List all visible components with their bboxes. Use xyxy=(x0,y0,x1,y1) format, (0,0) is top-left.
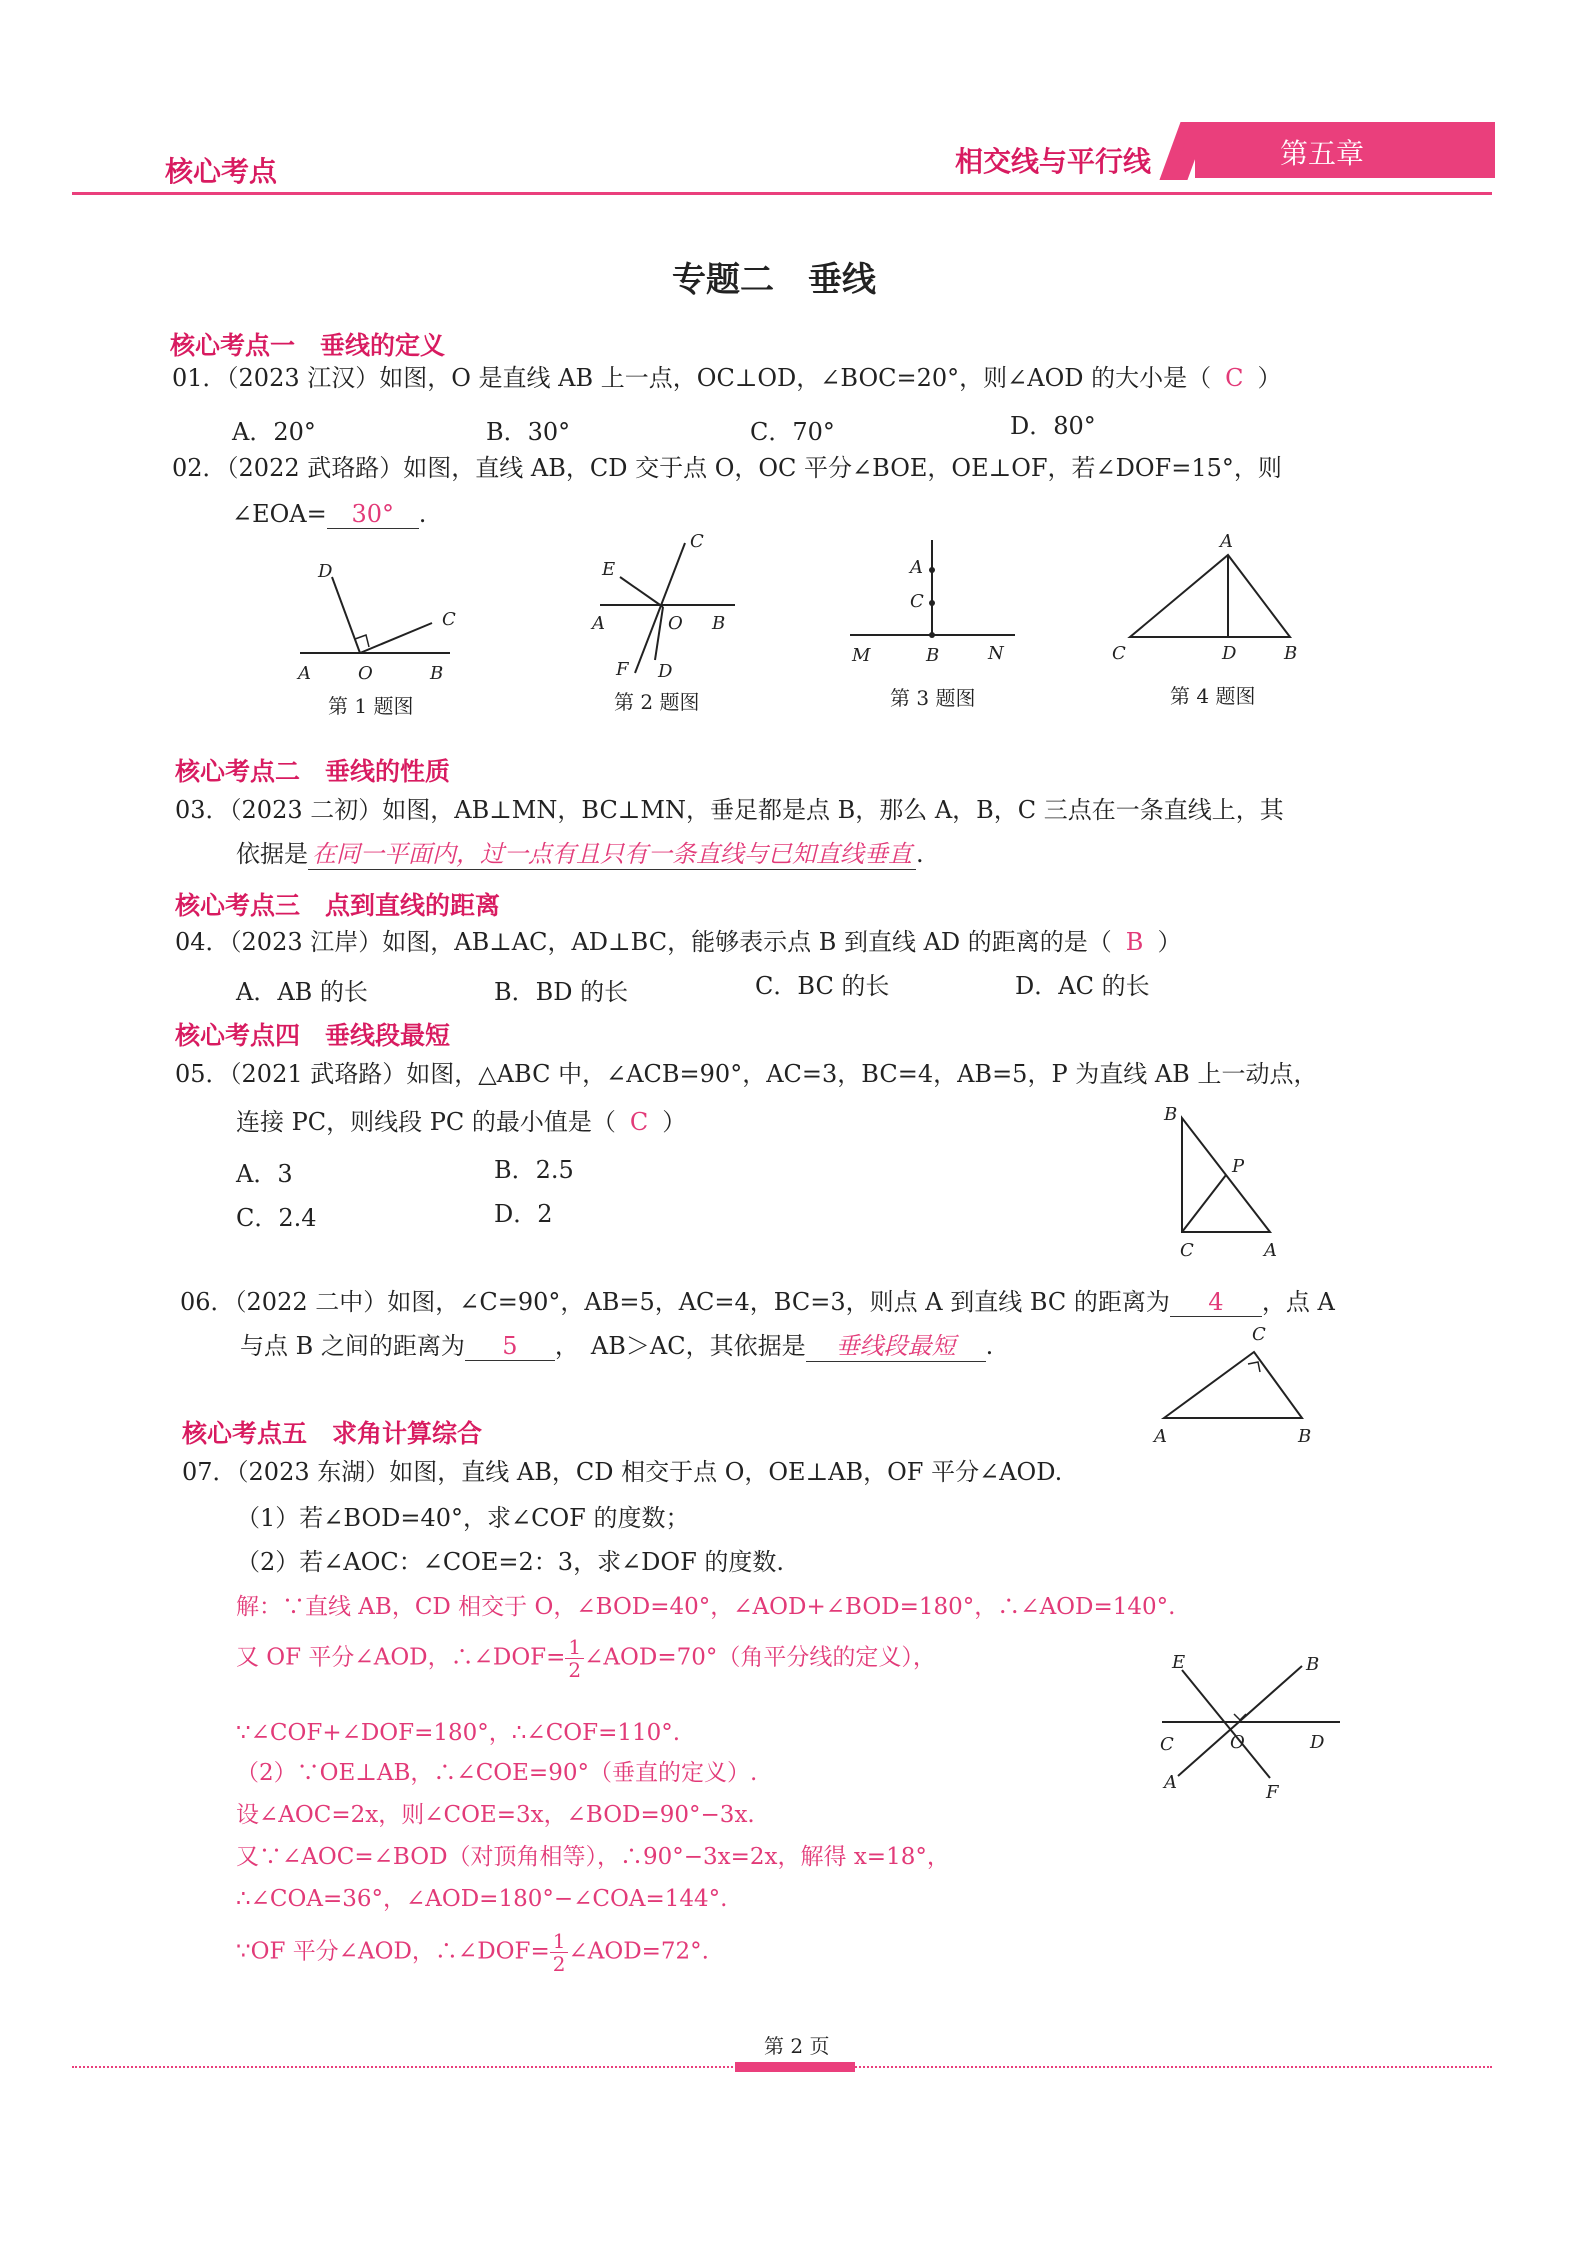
label-d: D xyxy=(318,561,333,582)
label-c: C xyxy=(442,609,456,630)
label-o: O xyxy=(358,663,373,684)
caption-fig-3: 第 3 题图 xyxy=(890,686,976,710)
label-a: A xyxy=(1220,531,1233,552)
label-c: C xyxy=(910,591,924,612)
option-b: B．BD 的长 xyxy=(494,978,629,1006)
option-a: A．3 xyxy=(236,1160,293,1188)
question-06-line2 xyxy=(240,1326,993,1362)
caption-fig-2: 第 2 题图 xyxy=(614,690,700,714)
figure-6 xyxy=(1150,1318,1330,1448)
label-c: C xyxy=(1180,1240,1194,1260)
page-number: 第 2 页 xyxy=(764,2034,830,2058)
question-01-text: 01．（2023 江汉）如图，O 是直线 AB 上一点，OC⊥OD，∠BOC=20°，则∠AOD 的大小是（ xyxy=(172,364,1212,392)
solution-line: 又∵∠AOC=∠BOD（对顶角相等），∴90°−3x=2x，解得 x=18°， xyxy=(236,1844,950,1870)
answer-blank: 4 xyxy=(1170,1288,1262,1317)
page-title: 专题二 垂线 xyxy=(672,260,876,300)
option-c: C．BC 的长 xyxy=(755,972,890,1000)
question-07-part2: （2）若∠AOC：∠COE=2：3，求∠DOF 的度数. xyxy=(236,1548,785,1576)
question-06-line1 xyxy=(180,1282,1335,1317)
label-d: D xyxy=(1222,643,1237,664)
question-04-text: 04．（2023 江岸）如图，AB⊥AC，AD⊥BC，能够表示点 B 到直线 AD 的距离的是（ xyxy=(175,928,1112,956)
section-heading-3: 核心考点三 点到直线的距离 xyxy=(175,891,501,920)
question-04 xyxy=(175,922,1181,957)
paren-close: ） xyxy=(1257,364,1282,392)
section-heading-4: 核心考点四 垂线段最短 xyxy=(175,1021,451,1050)
figure-4 xyxy=(1100,525,1320,675)
solution-line: 设∠AOC=2x，则∠COE=3x，∠BOD=90°−3x. xyxy=(236,1802,755,1828)
question-02-post: . xyxy=(418,500,427,528)
option-d: D．80° xyxy=(1010,412,1096,440)
question-05-line1: 05．（2021 武珞路）如图，△ABC 中，∠ACB=90°，AC=3，BC=4，AB=5，P 为直线 AB 上一动点， xyxy=(175,1060,1318,1088)
label-a: A xyxy=(910,557,923,578)
label-e: E xyxy=(602,559,616,580)
solution-line: 解：∵直线 AB，CD 相交于 O，∠BOD=40°，∠AOD+∠BOD=180°，∴∠AOD=140°. xyxy=(236,1594,1176,1620)
fraction-denominator: 2 xyxy=(568,1658,582,1682)
question-02-line1: 02．（2022 武珞路）如图，直线 AB，CD 交于点 O，OC 平分∠BOE，OE⊥OF，若∠DOF=15°，则 xyxy=(172,454,1282,482)
question-07-part1: （1）若∠BOD=40°，求∠COF 的度数； xyxy=(236,1504,690,1532)
answer-blank: 垂线段最短 xyxy=(806,1326,986,1362)
question-01-answer: C xyxy=(1225,364,1244,392)
header-divider xyxy=(72,192,1492,195)
question-01 xyxy=(172,358,1282,393)
label-f: F xyxy=(616,659,629,680)
label-a: A xyxy=(1154,1426,1167,1447)
label-b: B xyxy=(1284,643,1298,664)
option-d: D．2 xyxy=(494,1200,553,1228)
caption-fig-4: 第 4 题图 xyxy=(1170,684,1256,708)
section-heading-1: 核心考点一 垂线的定义 xyxy=(170,331,446,360)
fraction xyxy=(565,1636,584,1681)
header-chapter-title: 相交线与平行线 xyxy=(955,145,1152,178)
label-b: B xyxy=(1164,1104,1178,1125)
label-b: B xyxy=(712,613,726,634)
question-02-pre: ∠EOA= xyxy=(232,500,327,528)
question-03-line1: 03．（2023 二初）如图，AB⊥MN，BC⊥MN，垂足都是点 B，那么 A，B，C 三点在一条直线上，其 xyxy=(175,796,1284,824)
fraction xyxy=(550,1930,569,1975)
answer-blank: 30° xyxy=(327,500,419,529)
option-b: B．30° xyxy=(486,418,571,446)
answer-blank: 在同一平面内，过一点有且只有一条直线与已知直线垂直 xyxy=(308,834,916,870)
label-a: A xyxy=(1264,1240,1277,1260)
label-c: C xyxy=(690,531,704,552)
answer-blank: 5 xyxy=(465,1332,555,1361)
fraction-numerator: 1 xyxy=(550,1930,569,1953)
figure-1 xyxy=(280,555,480,685)
question-04-answer: B xyxy=(1125,928,1144,956)
label-d: D xyxy=(658,661,673,682)
question-05-answer: C xyxy=(629,1108,649,1136)
question-03-pre: 依据是 xyxy=(236,840,308,868)
header-chapter-number: 第五章 xyxy=(1280,137,1365,170)
label-e: E xyxy=(1172,1652,1186,1673)
label-n: N xyxy=(988,643,1004,664)
section-heading-2: 核心考点二 垂线的性质 xyxy=(175,757,451,786)
question-06-mid2: ， AB＞AC，其依据是 xyxy=(554,1332,806,1360)
option-d: D．AC 的长 xyxy=(1015,972,1150,1000)
option-b: B．2.5 xyxy=(494,1156,574,1184)
label-c: C xyxy=(1160,1734,1174,1755)
figure-2 xyxy=(580,525,750,685)
question-06-text: 06．（2022 二中）如图，∠C=90°，AB=5，AC=4，BC=3，则点 A 到直线 BC 的距离为 xyxy=(180,1288,1170,1316)
solution-line: ∴∠COA=36°，∠AOD=180°−∠COA=144°. xyxy=(236,1886,728,1912)
question-06-text2: 与点 B 之间的距离为 xyxy=(240,1332,465,1360)
question-02-line2 xyxy=(232,500,426,529)
option-c: C．70° xyxy=(750,418,835,446)
option-a: A．AB 的长 xyxy=(236,978,368,1006)
question-07-line1: 07．（2023 东湖）如图，直线 AB，CD 相交于点 O，OE⊥AB，OF 平分∠AOD. xyxy=(182,1458,1063,1486)
label-a: A xyxy=(298,663,311,684)
label-o: O xyxy=(668,613,683,634)
option-c: C．2.4 xyxy=(236,1204,317,1232)
question-03-line2 xyxy=(236,834,924,870)
solution-text: 又 OF 平分∠AOD，∴∠DOF= xyxy=(236,1644,566,1671)
label-d: D xyxy=(1310,1732,1325,1753)
question-03-post: . xyxy=(916,840,924,868)
question-05-line2 xyxy=(236,1102,686,1137)
question-05-text: 连接 PC，则线段 PC 的最小值是（ xyxy=(236,1108,616,1136)
label-o: O xyxy=(1230,1732,1245,1753)
solution-line xyxy=(236,1636,936,1681)
figure-5 xyxy=(1160,1100,1310,1260)
question-06-mid: ，点 A xyxy=(1261,1288,1335,1316)
solution-line xyxy=(236,1930,709,1975)
figure-7 xyxy=(1150,1640,1350,1820)
label-f: F xyxy=(1266,1782,1279,1803)
caption-fig-1: 第 1 题图 xyxy=(328,694,414,718)
label-c: C xyxy=(1252,1324,1266,1345)
fraction-numerator: 1 xyxy=(565,1636,584,1659)
label-b: B xyxy=(1298,1426,1312,1447)
option-a: A．20° xyxy=(232,418,316,446)
footer-accent-bar xyxy=(735,2062,855,2072)
figure-3 xyxy=(840,525,1020,675)
fraction-denominator: 2 xyxy=(552,1952,566,1976)
solution-line: （2）∵OE⊥AB，∴∠COE=90°（垂直的定义）. xyxy=(236,1760,758,1786)
question-06-end: . xyxy=(985,1332,994,1360)
section-heading-5: 核心考点五 求角计算综合 xyxy=(182,1419,483,1448)
label-b: B xyxy=(430,663,444,684)
solution-text: ∠AOD=70°（角平分线的定义）， xyxy=(584,1644,936,1671)
label-c: C xyxy=(1112,643,1126,664)
header-left: 核心考点 xyxy=(165,155,278,188)
label-a: A xyxy=(592,613,605,634)
label-a: A xyxy=(1164,1772,1177,1793)
label-p: P xyxy=(1232,1156,1245,1177)
label-b: B xyxy=(1306,1654,1320,1675)
solution-text: ∵OF 平分∠AOD，∴∠DOF= xyxy=(236,1938,550,1965)
solution-text: ∠AOD=72°. xyxy=(568,1938,709,1965)
solution-line: ∵∠COF+∠DOF=180°，∴∠COF=110°. xyxy=(236,1720,681,1746)
label-m: M xyxy=(852,645,871,666)
label-b: B xyxy=(926,645,940,666)
paren-close: ） xyxy=(662,1108,687,1136)
paren-close: ） xyxy=(1157,928,1182,956)
